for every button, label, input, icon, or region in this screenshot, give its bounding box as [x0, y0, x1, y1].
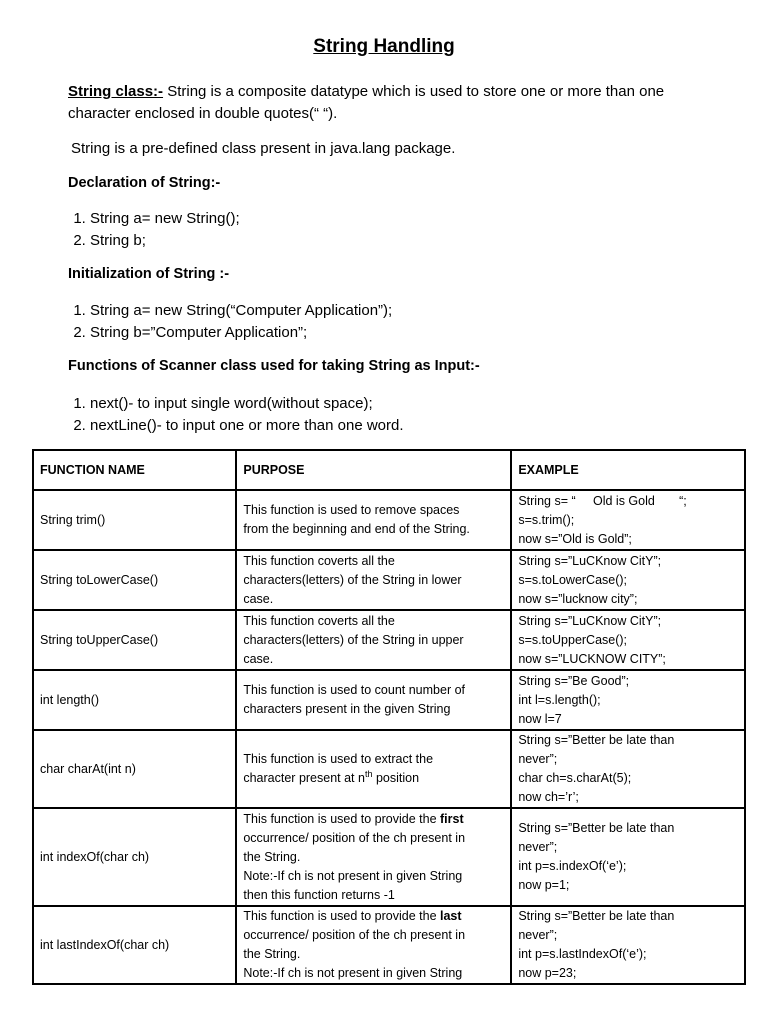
example-line: never”;: [518, 840, 558, 854]
example-line: now s=”LUCKNOW CITY”;: [518, 651, 666, 666]
purpose-line: from the beginning and end of the String.: [243, 522, 470, 536]
table-row: [33, 808, 745, 906]
predefined-paragraph: String is a pre-defined class present in java.lang package.: [71, 140, 456, 157]
example-line: String s= “ Old is Gold “;: [518, 493, 687, 508]
example-cell: [511, 670, 745, 730]
purpose-cell: [236, 670, 511, 730]
example-cell: [511, 610, 745, 670]
function-name-cell: char charAt(int n): [33, 730, 236, 808]
function-name-cell: int indexOf(char ch): [33, 808, 236, 906]
purpose-cell: [236, 610, 511, 670]
purpose-line: the String.: [243, 849, 301, 864]
example-line: String s=”LuCKnow CitY”;: [518, 553, 662, 568]
purpose-line: This function is used to remove spaces: [243, 503, 460, 517]
example-line: s=s.toLowerCase();: [518, 572, 628, 587]
example-line: s=s.trim();: [518, 512, 575, 527]
example-line: char ch=s.charAt(5);: [518, 771, 632, 785]
purpose-line: characters(letters) of the String in upper: [243, 632, 464, 647]
purpose-line: the String.: [243, 947, 301, 961]
header-example: EXAMPLE: [511, 450, 745, 490]
function-name-cell: int lastIndexOf(char ch): [33, 906, 236, 984]
purpose-line: case.: [243, 651, 274, 666]
example-line: int p=s.indexOf(‘e’);: [518, 859, 627, 873]
example-cell: [511, 490, 745, 550]
example-line: now s=”lucknow city”;: [518, 591, 638, 606]
purpose-line: This function is used to count number of: [243, 683, 466, 697]
example-line: int l=s.length();: [518, 692, 601, 707]
list-item: 2. String b=”Computer Application”;: [90, 322, 392, 344]
example-line: never”;: [518, 752, 558, 766]
list-item: 1. next()- to input single word(without space);: [90, 393, 404, 415]
purpose-cell: [236, 906, 511, 984]
example-line: String s=”Better be late than: [518, 733, 675, 747]
example-line: never”;: [518, 928, 558, 942]
purpose-line: then this function returns -1: [243, 887, 395, 902]
header-function-name: FUNCTION NAME: [33, 450, 236, 490]
purpose-cell: [236, 550, 511, 610]
purpose-line: characters(letters) of the String in lower: [243, 572, 462, 587]
string-functions-table: [32, 449, 746, 985]
example-cell: [511, 730, 745, 808]
table-row: [33, 906, 745, 984]
purpose-fragment: This function is used to provide the: [243, 909, 440, 923]
purpose-fragment: position: [372, 771, 420, 785]
purpose-cell: [236, 808, 511, 906]
header-purpose: PURPOSE: [236, 450, 511, 490]
purpose-line: [243, 810, 504, 829]
intro-lead: String class:-: [68, 83, 164, 100]
purpose-line: Note:-If ch is not present in given String: [243, 966, 463, 980]
purpose-cell: [236, 730, 511, 808]
table-row: [33, 670, 745, 730]
function-name-cell: String trim(): [33, 490, 236, 550]
page-title: String Handling: [313, 36, 455, 57]
intro-text: String is a composite datatype which is used to store one or more than one character enclosed in double quotes(“ “).: [68, 83, 665, 122]
purpose-line: occurrence/ position of the ch present in: [243, 830, 466, 845]
example-line: String s=”Better be late than: [518, 821, 675, 835]
scanner-list: [68, 393, 404, 437]
example-line: now p=23;: [518, 966, 577, 980]
example-line: now ch=’r’;: [518, 790, 579, 804]
example-cell: [511, 550, 745, 610]
initialization-heading: Initialization of String :-: [68, 266, 230, 282]
purpose-line: This function coverts all the: [243, 613, 395, 628]
list-item: 1. String a= new String();: [90, 208, 240, 230]
table-row: [33, 730, 745, 808]
superscript: th: [364, 768, 373, 779]
initialization-list: [68, 300, 392, 344]
example-line: String s=”LuCKnow CitY”;: [518, 613, 662, 628]
example-line: now p=1;: [518, 878, 570, 892]
example-line: int p=s.lastIndexOf(‘e’);: [518, 947, 647, 961]
example-line: String s=”Better be late than: [518, 909, 675, 923]
table-row: [33, 550, 745, 610]
table-row: [33, 490, 745, 550]
table-header-row: [33, 450, 745, 490]
example-cell: [511, 906, 745, 984]
list-item: 2. String b;: [90, 230, 240, 252]
example-line: String s=”Be Good”;: [518, 673, 630, 688]
example-line: now l=7: [518, 711, 562, 726]
purpose-emphasis: first: [440, 811, 464, 826]
purpose-line: This function coverts all the: [243, 553, 395, 568]
purpose-line: characters present in the given String: [243, 702, 451, 716]
function-name-cell: String toUpperCase(): [33, 610, 236, 670]
intro-paragraph: [68, 81, 698, 125]
table-row: [33, 610, 745, 670]
purpose-line: [243, 769, 504, 788]
list-item: 1. String a= new String(“Computer Application”);: [90, 300, 392, 322]
purpose-emphasis: last: [440, 909, 462, 923]
example-line: now s=”Old is Gold”;: [518, 531, 632, 546]
function-name-cell: int length(): [33, 670, 236, 730]
purpose-line: occurrence/ position of the ch present in: [243, 928, 466, 942]
purpose-line: Note:-If ch is not present in given String: [243, 868, 463, 883]
purpose-line: case.: [243, 591, 274, 606]
example-line: s=s.toUpperCase();: [518, 632, 628, 647]
list-item: 2. nextLine()- to input one or more than one word.: [90, 415, 404, 437]
purpose-fragment: This function is used to provide the: [243, 811, 440, 826]
purpose-cell: [236, 490, 511, 550]
scanner-heading: Functions of Scanner class used for taking String as Input:-: [68, 358, 480, 374]
function-name-cell: String toLowerCase(): [33, 550, 236, 610]
purpose-line: This function is used to extract the: [243, 752, 434, 766]
example-cell: [511, 808, 745, 906]
purpose-fragment: character present at n: [243, 771, 365, 785]
declaration-heading: Declaration of String:-: [68, 175, 221, 191]
purpose-line: [243, 907, 504, 926]
declaration-list: [68, 208, 240, 252]
